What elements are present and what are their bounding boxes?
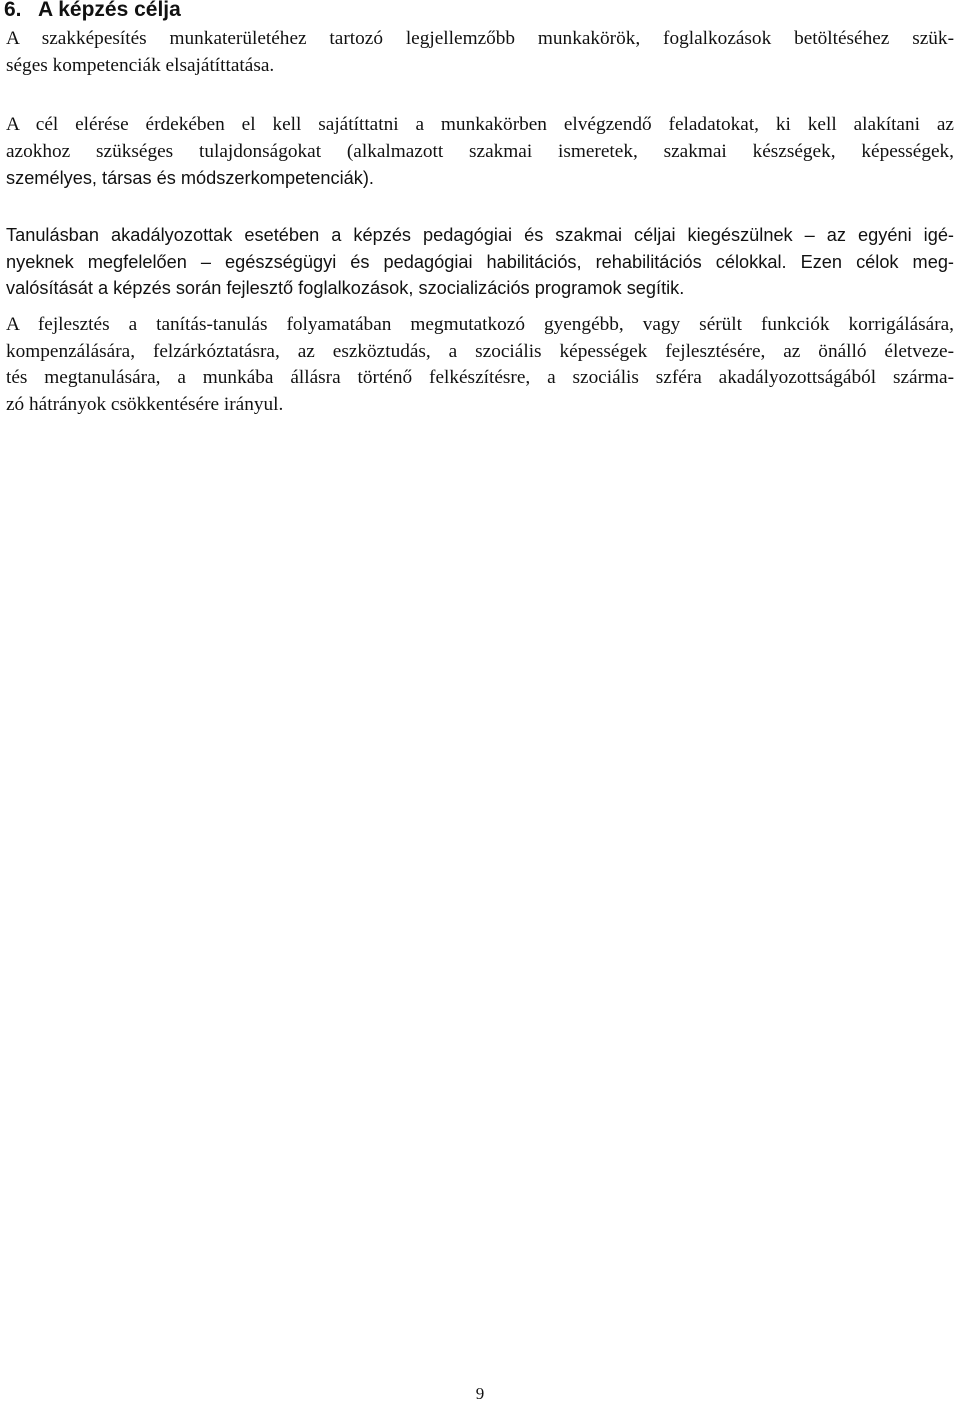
paragraph-line: nyeknek megfelelően – egészségügyi és pedagógiai habilitációs, rehabilitációs célokkal. Ezen célok meg- [6, 251, 954, 272]
section-heading [4, 0, 181, 24]
paragraph-line: A fejlesztés a tanítás-tanulás folyamatában megmutatkozó gyengébb, vagy sérült funkciók korrigálására, [6, 314, 954, 335]
paragraph-line: valósítását a képzés során fejlesztő foglalkozások, szocializációs programok segítik. [6, 278, 685, 298]
paragraph-line: séges kompetenciák elsajátíttatása. [6, 54, 275, 76]
section-number: 6. [4, 0, 22, 21]
paragraph-line: személyes, társas és módszerkompetenciák). [6, 168, 374, 188]
paragraph-line: tés megtanulására, a munkába állásra történő felkészítésre, a szociális szféra akadályozottságából szárma- [6, 367, 954, 388]
paragraph-competencies [6, 26, 954, 79]
paragraph-line: zó hátrányok csökkentésére irányul. [6, 393, 284, 415]
section-title: A képzés célja [38, 0, 181, 21]
paragraph-line: azokhoz szükséges tulajdonságokat (alkalmazott szakmai ismeretek, szakmai készségek, képességek, [6, 140, 954, 162]
paragraph-development [6, 312, 954, 418]
paragraph-line: Tanulásban akadályozottak esetében a képzés pedagógiai és szakmai céljai kiegészülnek – az egyéni igé- [6, 225, 954, 245]
paragraph-learning-disabled [6, 222, 954, 302]
paragraph-goal [6, 112, 954, 192]
page-number: 9 [475, 1384, 485, 1403]
paragraph-line: A cél elérése érdekében el kell sajátíttatni a munkakörben elvégzendő feladatokat, ki kell alakítani az [6, 114, 954, 135]
paragraph-line: kompenzálására, felzárkóztatásra, az eszköztudás, a szociális képességek fejlesztésére, az önálló életveze- [6, 340, 954, 362]
paragraph-line: A szakképesítés munkaterületéhez tartozó legjellemzőbb munkakörök, foglalkozások betöltéséhez szük- [6, 28, 954, 49]
